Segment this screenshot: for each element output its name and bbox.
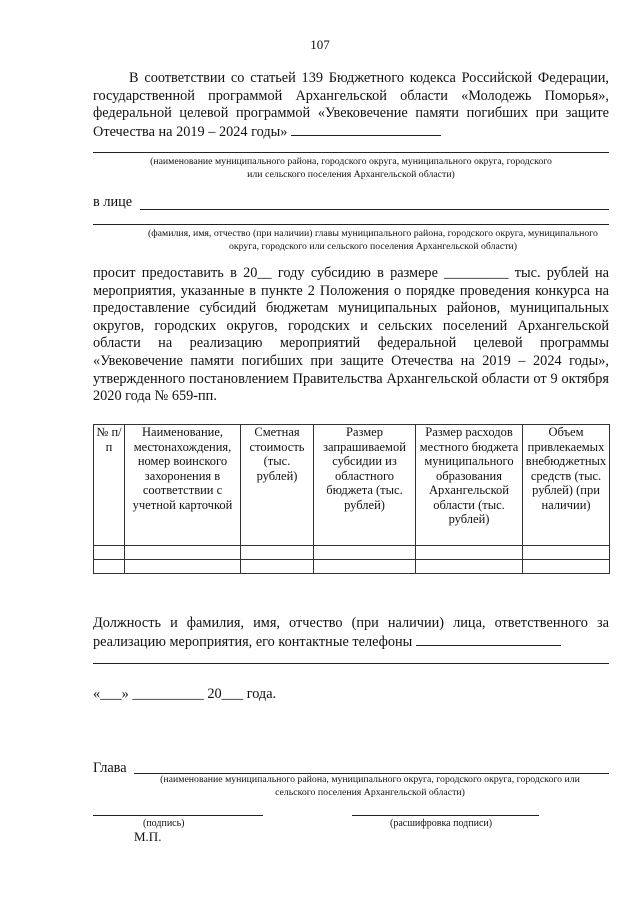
table-cell[interactable] bbox=[314, 546, 416, 560]
stamp-label: М.П. bbox=[134, 829, 162, 844]
page-number: 107 bbox=[310, 37, 330, 52]
intro-paragraph bbox=[93, 70, 609, 141]
responsible-fill-line bbox=[93, 663, 609, 664]
signature-line bbox=[93, 815, 263, 816]
table-cell[interactable] bbox=[94, 546, 125, 560]
header-burial-name: Наименование, местонахождения, номер воинского захоронения в соответствии с учетной карточкой bbox=[125, 425, 241, 546]
municipality-fill-line bbox=[93, 152, 609, 153]
request-paragraph: просит предоставить в 20__ году субсидию в размере _________ тыс. рублей на мероприятия, указанные в пункте 2 Положения о порядке проведения конкурса на предоставление субсидий бюджетам муниципальных районов, муниципальных округов, городских округов, городских и сельских поселений Архангельской области на реализацию мероприятий федеральной целевой программы «Увековечение памяти погибших при защите Отечества на 2019 – 2024 годы», утвержденного постановлением Правительства Архангельской области от 9 октября 2020 года № 659-пп. bbox=[93, 265, 609, 405]
table-row bbox=[94, 546, 610, 560]
table-cell[interactable] bbox=[416, 546, 523, 560]
signature-decode-caption: (расшифровка подписи) bbox=[390, 818, 493, 829]
head-label: Глава bbox=[93, 760, 127, 776]
table-cell[interactable] bbox=[94, 560, 125, 574]
table-cell[interactable] bbox=[125, 560, 241, 574]
table-cell[interactable] bbox=[523, 560, 610, 574]
intro-fill-line bbox=[291, 123, 441, 136]
header-local-budget: Размер расходов местного бюджета муниципального образования Архангельской области (тыс. рублей) bbox=[416, 425, 523, 546]
table-cell[interactable] bbox=[416, 560, 523, 574]
phone-fill-line bbox=[416, 633, 561, 646]
table-row bbox=[94, 560, 610, 574]
header-extrabudgetary: Объем привлекаемых внебюджетных средств (тыс. рублей) (при наличии) bbox=[523, 425, 610, 546]
table-cell[interactable] bbox=[314, 560, 416, 574]
responsible-text: Должность и фамилия, имя, отчество (при наличии) лица, ответственного за реализацию мероприятия, его контактные телефоны bbox=[93, 615, 609, 650]
table-cell[interactable] bbox=[125, 546, 241, 560]
header-number: № п/п bbox=[94, 425, 125, 546]
table-cell[interactable] bbox=[523, 546, 610, 560]
intro-text: В соответствии со статьей 139 Бюджетного кодекса Российской Федерации, государственной программой Архангельской области «Молодежь Поморья», федеральной целевой программой «Увековечение памяти погибших при защите Отечества на 2019 – 2024 годы» bbox=[93, 70, 609, 140]
head-name-fill-line-2 bbox=[93, 224, 609, 225]
table-cell[interactable] bbox=[241, 560, 314, 574]
table-header-row bbox=[94, 425, 610, 546]
signature-caption: (подпись) bbox=[143, 818, 185, 829]
caption-head-org: (наименование муниципального района, муниципального округа, городского округа, городского или сельского поселения Архангельской области) bbox=[160, 774, 580, 798]
caption-head: (фамилия, имя, отчество (при наличии) главы муниципального района, городского округа, муниципального округа, городского или сельского поселения Архангельской области) bbox=[148, 228, 598, 252]
responsible-paragraph bbox=[93, 615, 609, 651]
head-name-fill-line bbox=[140, 209, 609, 210]
subsidy-table bbox=[93, 424, 610, 574]
table-cell[interactable] bbox=[241, 546, 314, 560]
caption-municipality: (наименование муниципального района, городского округа, муниципального округа, городского или сельского поселения Архангельской области) bbox=[150, 156, 552, 180]
signature-decode-line bbox=[352, 815, 539, 816]
header-estimated-cost: Сметная стоимость (тыс. рублей) bbox=[241, 425, 314, 546]
header-requested-subsidy: Размер запрашиваемой субсидии из областного бюджета (тыс. рублей) bbox=[314, 425, 416, 546]
in-person-label: в лице bbox=[93, 194, 133, 210]
date-line: «___» __________ 20___ года. bbox=[93, 686, 277, 702]
